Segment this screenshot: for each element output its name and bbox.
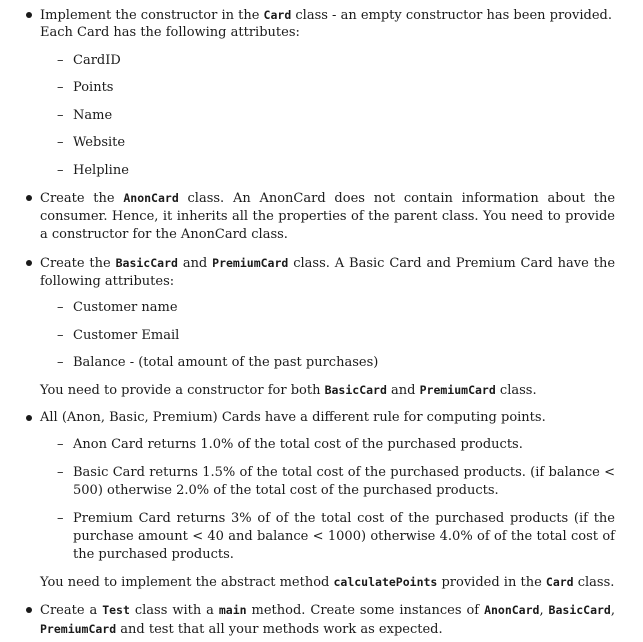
text: You need to implement the abstract method bbox=[40, 575, 334, 590]
text: and bbox=[177, 256, 213, 271]
bullet-3-note bbox=[40, 381, 615, 400]
code-premiumcard: PremiumCard bbox=[419, 383, 496, 397]
code-calculatepoints: calculatePoints bbox=[333, 575, 438, 589]
text: class. bbox=[495, 383, 537, 398]
code-main: main bbox=[218, 603, 247, 617]
attribute-item bbox=[57, 299, 615, 317]
text: provided in the bbox=[437, 575, 546, 590]
dash-icon: – bbox=[57, 80, 64, 95]
text: class - an empty constructor has been provided. bbox=[291, 8, 612, 23]
dash-icon: – bbox=[57, 108, 64, 123]
rule-item bbox=[57, 464, 615, 500]
code-anoncard: AnonCard bbox=[123, 191, 179, 205]
dash-icon: – bbox=[57, 53, 64, 68]
attribute-label: CardID bbox=[73, 53, 121, 68]
attribute-item bbox=[57, 107, 615, 125]
bullet-icon bbox=[26, 12, 32, 18]
code-basiccard: BasicCard bbox=[548, 603, 611, 617]
dash-icon: – bbox=[57, 300, 64, 315]
text: class. A Basic Card and Premium Card have the following attributes: bbox=[40, 256, 616, 289]
code-test: Test bbox=[102, 603, 130, 617]
text: method. Create some instances of bbox=[246, 603, 485, 618]
code-anoncard: AnonCard bbox=[484, 603, 540, 617]
rule-text: Premium Card returns 3% of of the total cost of the purchased products (if the purchase amount < 40 and balance < 1000) otherwise 4.0% of of the total cost of the purchased products. bbox=[73, 511, 615, 562]
rule-text: Anon Card returns 1.0% of the total cost of the purchased products. bbox=[73, 437, 523, 452]
text: class with a bbox=[129, 603, 219, 618]
dash-icon: – bbox=[57, 163, 64, 178]
attribute-label: Customer name bbox=[73, 300, 178, 315]
bullet-1-line-2: Each Card has the following attributes: bbox=[40, 25, 300, 40]
attribute-label: Points bbox=[73, 80, 114, 95]
bullet-icon bbox=[26, 415, 32, 421]
rule-item bbox=[57, 436, 615, 454]
dash-icon: – bbox=[57, 511, 64, 526]
bullet-icon bbox=[26, 607, 32, 613]
attribute-label: Helpline bbox=[73, 163, 129, 178]
bullet-4-note bbox=[40, 573, 615, 592]
rule-text: Basic Card returns 1.5% of the total cost of the purchased products. (if balance < 500) otherwise 2.0% of the total cost of the purchased products. bbox=[73, 465, 615, 498]
code-premiumcard: PremiumCard bbox=[212, 256, 289, 270]
code-basiccard: BasicCard bbox=[324, 383, 387, 397]
bullet-5-paragraph bbox=[40, 601, 615, 639]
bullet-3-paragraph bbox=[40, 254, 615, 291]
text: , bbox=[539, 603, 549, 618]
bullet-4-line: All (Anon, Basic, Premium) Cards have a different rule for computing points. bbox=[40, 410, 546, 425]
text: Create a bbox=[40, 603, 103, 618]
attribute-item bbox=[57, 327, 615, 345]
bullet-icon bbox=[26, 260, 32, 266]
text: and test that all your methods work as expected. bbox=[116, 622, 443, 637]
attribute-label: Balance - (total amount of the past purchases) bbox=[73, 355, 379, 370]
text: You need to provide a constructor for both bbox=[40, 383, 325, 398]
bullet-1-line-1 bbox=[40, 6, 615, 25]
code-premiumcard: PremiumCard bbox=[40, 622, 117, 636]
bullet-2-paragraph bbox=[40, 189, 615, 244]
code-card: Card bbox=[545, 575, 574, 589]
text: Create the bbox=[40, 191, 124, 206]
bullet-icon bbox=[26, 195, 32, 201]
dash-icon: – bbox=[57, 135, 64, 150]
attribute-item bbox=[57, 79, 615, 97]
attribute-label: Customer Email bbox=[73, 328, 180, 343]
text: Create the bbox=[40, 256, 116, 271]
text: , bbox=[610, 603, 615, 618]
text: Implement the constructor in the bbox=[40, 8, 264, 23]
dash-icon: – bbox=[57, 437, 64, 452]
text: class. bbox=[573, 575, 615, 590]
code-card: Card bbox=[263, 8, 292, 22]
attribute-item bbox=[57, 354, 615, 372]
dash-icon: – bbox=[57, 465, 64, 480]
attribute-item bbox=[57, 52, 615, 70]
code-basiccard: BasicCard bbox=[115, 256, 178, 270]
attribute-item bbox=[57, 162, 615, 180]
attribute-label: Website bbox=[73, 135, 126, 150]
dash-icon: – bbox=[57, 328, 64, 343]
attribute-item bbox=[57, 134, 615, 152]
rule-item bbox=[57, 510, 615, 564]
text: and bbox=[386, 383, 420, 398]
dash-icon: – bbox=[57, 355, 64, 370]
attribute-label: Name bbox=[73, 108, 113, 123]
text: class. An AnonCard does not contain information about the consumer. Hence, it inherits all the properties of the parent class. You need to provide a constructor for the AnonCard class. bbox=[40, 191, 616, 242]
